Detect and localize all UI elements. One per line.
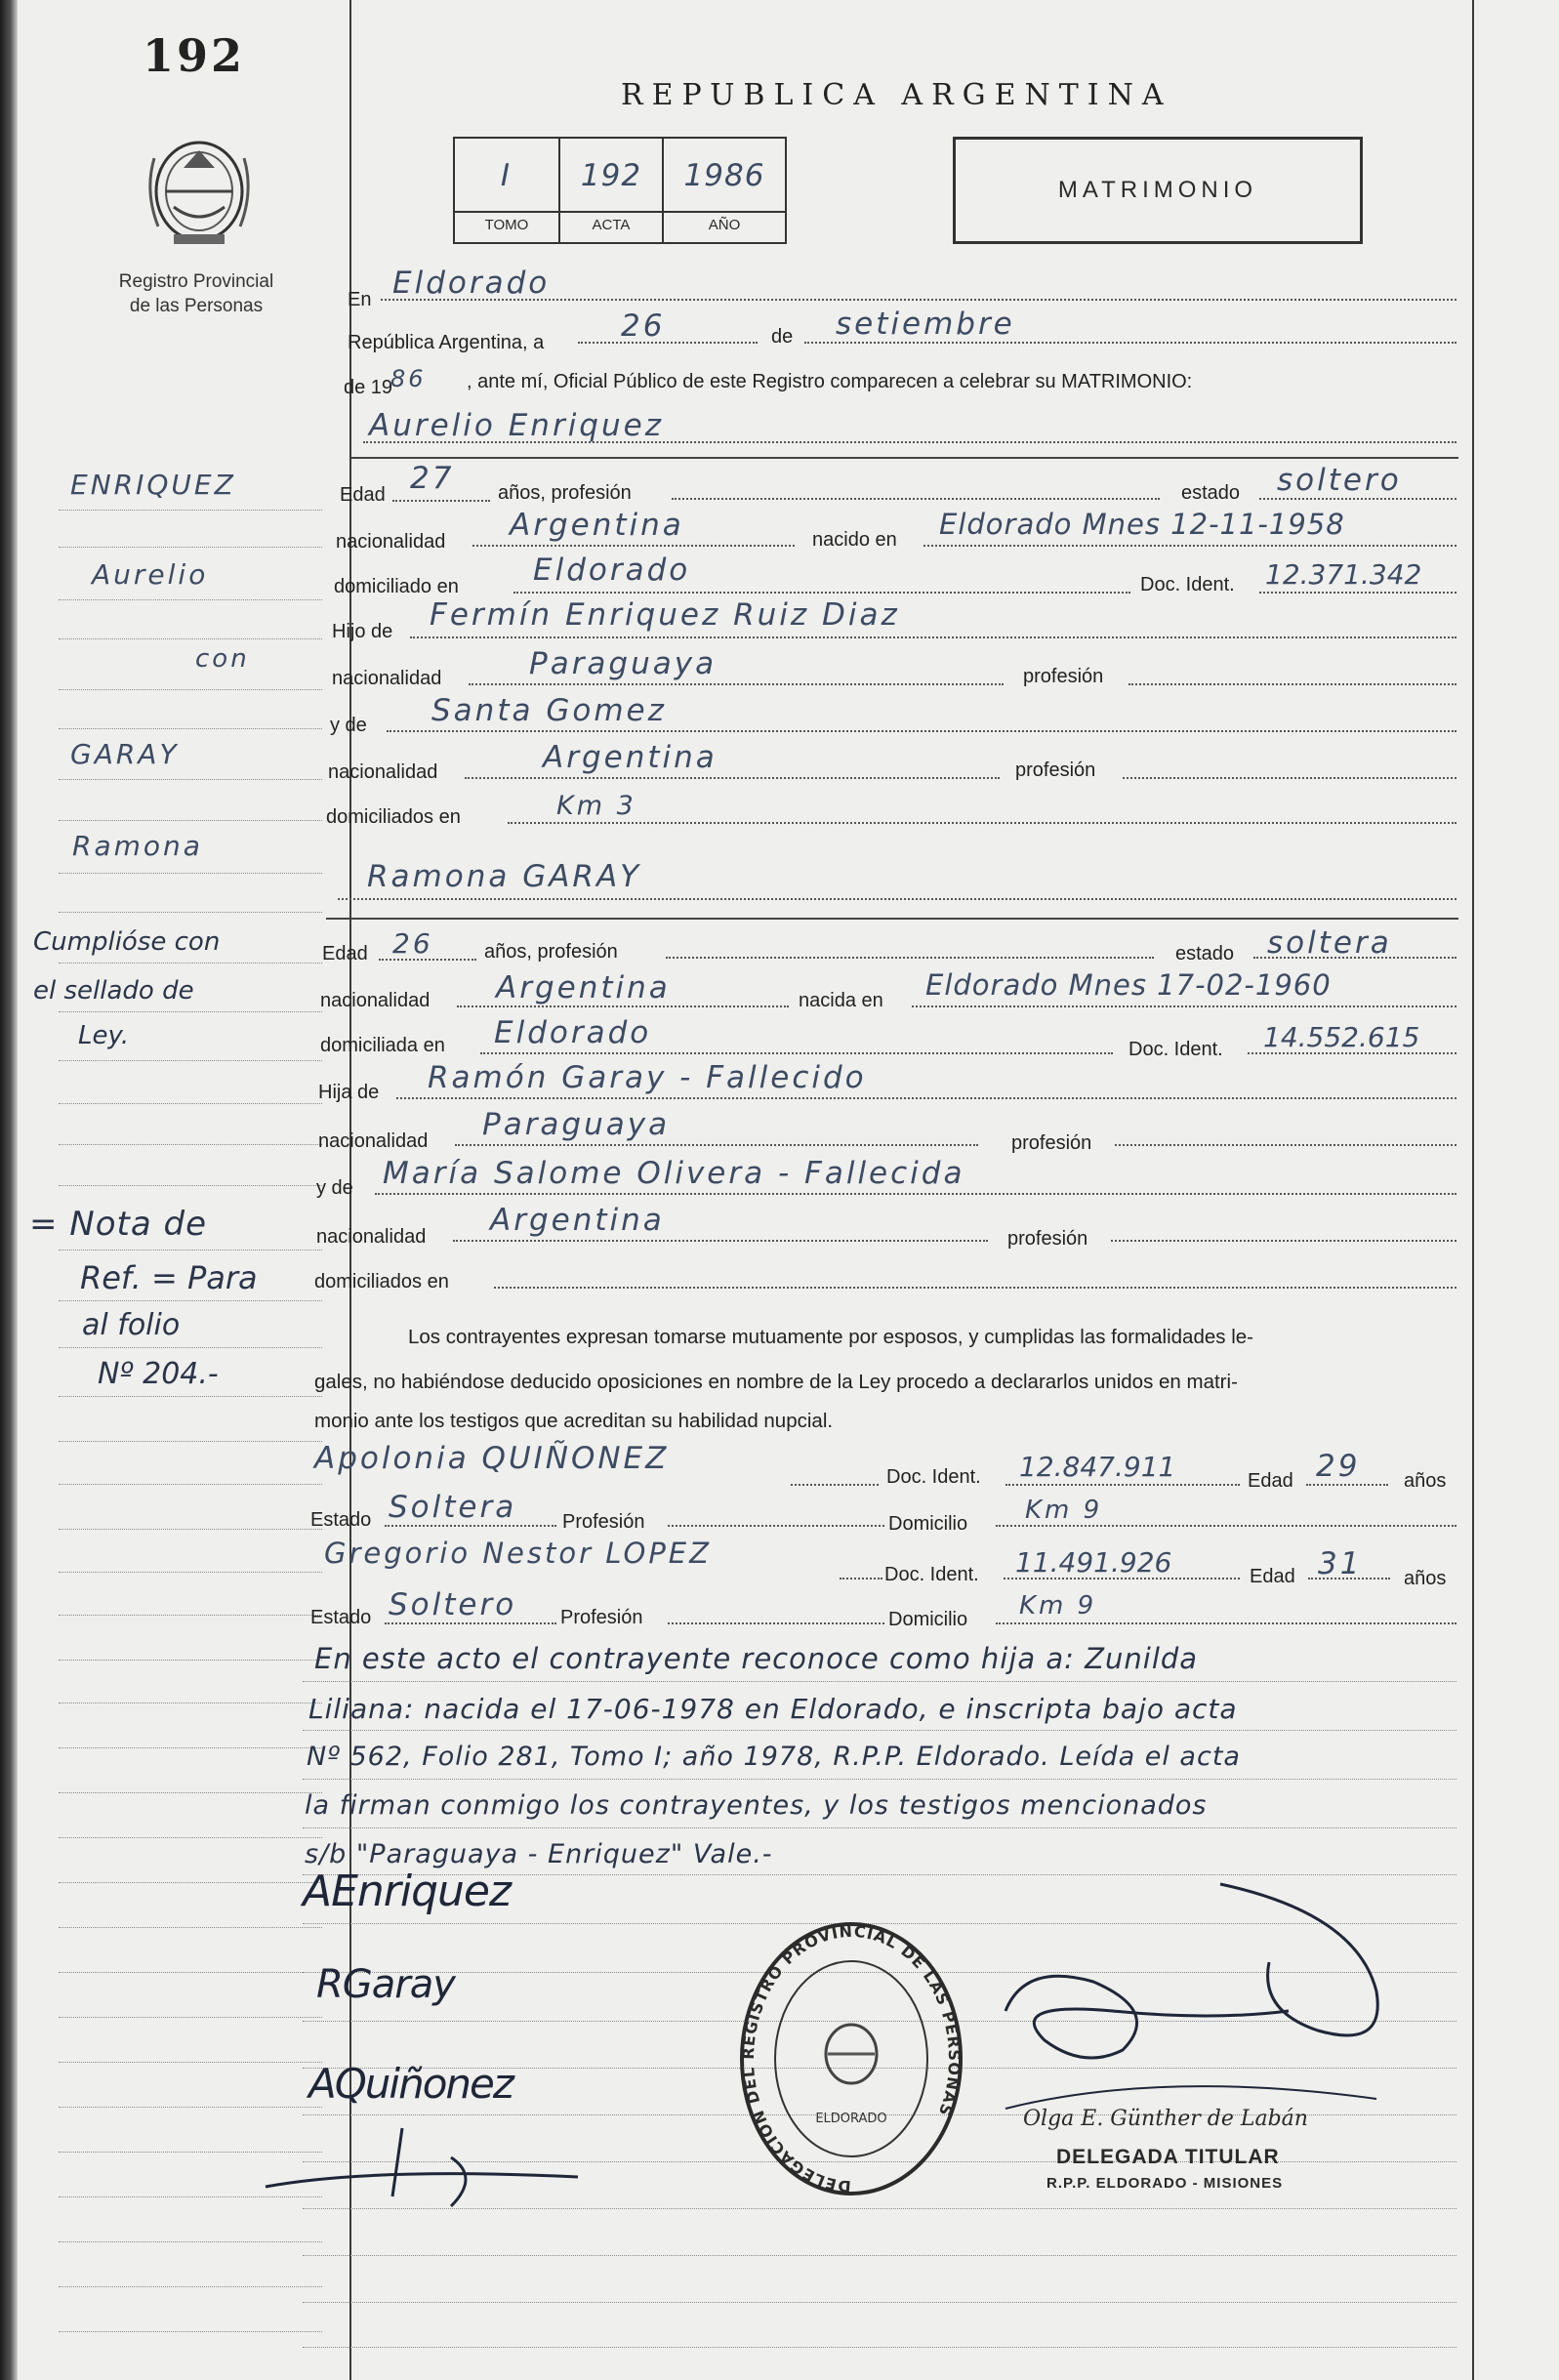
margin-nota-4: Nº 204.- bbox=[98, 1357, 219, 1391]
groom-doc: 12.371.342 bbox=[1265, 558, 1422, 591]
seal-text: DELEGACION DEL REGISTRO PROVINCIAL DE LAS PERSONAS bbox=[738, 1921, 964, 2196]
bride-nacida-label: nacida en bbox=[799, 990, 883, 1011]
bride-yde-label: y de bbox=[316, 1177, 353, 1199]
coat-of-arms-icon bbox=[144, 129, 254, 250]
witness-1-doc: 12.847.911 bbox=[1019, 1451, 1176, 1483]
margin-name-groom: Aurelio bbox=[92, 558, 209, 591]
groom-nac-label: nacionalidad bbox=[336, 531, 446, 553]
groom-father-nac-label: nacionalidad bbox=[332, 668, 442, 689]
republica-label: República Argentina, a bbox=[348, 332, 545, 353]
ano-label: AÑO bbox=[708, 217, 741, 233]
day-value: 26 bbox=[621, 308, 666, 344]
groom-mother: Santa Gomez bbox=[431, 693, 667, 728]
bride-estado: soltera bbox=[1267, 925, 1392, 961]
note-line-2: Liliana: nacida el 17-06-1978 en Eldorado, e inscripta bajo acta bbox=[308, 1693, 1238, 1725]
seal-center: ELDORADO bbox=[815, 2112, 887, 2126]
groom-profesion-label: años, profesión bbox=[498, 482, 632, 504]
registry-seal-icon bbox=[734, 1917, 968, 2200]
bride-profesion-label: años, profesión bbox=[484, 941, 618, 963]
bride-father-nac-label: nacionalidad bbox=[318, 1130, 429, 1152]
groom-doc-label: Doc. Ident. bbox=[1140, 574, 1235, 595]
bride-mother: María Salome Olivera - Fallecida bbox=[383, 1156, 965, 1191]
bride-nac-label: nacionalidad bbox=[320, 990, 431, 1011]
note-line-4: la firman conmigo los contrayentes, y los testigos mencionados bbox=[305, 1790, 1208, 1821]
witness-2-domicilio-label: Domicilio bbox=[888, 1609, 968, 1630]
witness-2-estado-label: Estado bbox=[310, 1607, 372, 1628]
en-label: En bbox=[348, 289, 372, 310]
note-line-3: Nº 562, Folio 281, Tomo I; año 1978, R.P.P. Eldorado. Leída el acta bbox=[307, 1742, 1241, 1772]
bride-father: Ramón Garay - Fallecido bbox=[428, 1060, 867, 1095]
groom-edad: 27 bbox=[410, 461, 455, 496]
groom-estado: soltero bbox=[1277, 463, 1402, 498]
witness-2-domicilio: Km 9 bbox=[1019, 1591, 1097, 1621]
groom-edad-label: Edad bbox=[340, 484, 386, 506]
groom-hijo-label: Hijo de bbox=[332, 621, 393, 642]
bride-father-prof-label: profesión bbox=[1011, 1132, 1092, 1154]
year-suffix: 86 bbox=[390, 365, 427, 392]
margin-nota-2: Ref. = Para bbox=[80, 1259, 258, 1296]
groom-dom: Eldorado bbox=[533, 553, 691, 588]
witness-1-name: Apolonia QUIÑONEZ bbox=[314, 1441, 670, 1476]
margin-nota-3: al folio bbox=[82, 1308, 181, 1342]
groom-domicil: Km 3 bbox=[556, 791, 636, 821]
margin-name-bride: Ramona bbox=[72, 830, 203, 862]
act-type-box: MATRIMONIO bbox=[953, 137, 1363, 244]
act-number-box bbox=[453, 137, 787, 244]
groom-dom-label: domiciliado en bbox=[334, 576, 459, 597]
groom-fullname: Aurelio Enriquez bbox=[369, 408, 664, 443]
bride-dom: Eldorado bbox=[494, 1015, 652, 1050]
witness-2-doc: 11.491.926 bbox=[1015, 1546, 1172, 1579]
groom-mother-nac-label: nacionalidad bbox=[328, 761, 438, 783]
groom-father-nac: Paraguaya bbox=[529, 646, 718, 681]
bride-mother-prof-label: profesión bbox=[1007, 1228, 1088, 1250]
month-value: setiembre bbox=[836, 307, 1015, 342]
official-title: DELEGADA TITULAR bbox=[1056, 2146, 1280, 2168]
witness-1-prof-label: Profesión bbox=[562, 1511, 645, 1533]
witness-1-doc-label: Doc. Ident. bbox=[886, 1466, 981, 1488]
year-label-post: , ante mí, Oficial Público de este Registro comparecen a celebrar su MATRIMONIO: bbox=[467, 371, 1193, 392]
signature-witness-1: AQuiñonez bbox=[308, 2060, 513, 2108]
margin-surname-groom: ENRIQUEZ bbox=[70, 469, 236, 501]
note-line-5: s/b "Paraguaya - Enriquez" Vale.- bbox=[305, 1839, 773, 1869]
bride-hija-label: Hija de bbox=[318, 1082, 380, 1103]
witness-2-estado: Soltero bbox=[389, 1587, 517, 1622]
groom-father: Fermín Enriquez Ruiz Diaz bbox=[430, 597, 900, 633]
witness-1-estado-label: Estado bbox=[310, 1509, 372, 1531]
margin-surname-bride: GARAY bbox=[70, 738, 180, 770]
witness-1-domicilio: Km 9 bbox=[1025, 1496, 1103, 1525]
folio-number: 192 bbox=[143, 29, 246, 82]
witness-2-doc-label: Doc. Ident. bbox=[884, 1564, 979, 1585]
right-border bbox=[1472, 0, 1474, 2380]
groom-nacido: Eldorado Mnes 12-11-1958 bbox=[939, 508, 1345, 541]
bride-mother-nac-label: nacionalidad bbox=[316, 1226, 427, 1248]
witness-2-prof-label: Profesión bbox=[560, 1607, 643, 1628]
witness-2-anos-label: años bbox=[1404, 1568, 1447, 1589]
tomo-label: TOMO bbox=[484, 217, 529, 233]
year-label-pre: de 19 bbox=[344, 377, 393, 398]
witness-1-edad: 29 bbox=[1316, 1449, 1361, 1484]
bride-dom-label: domiciliada en bbox=[320, 1035, 445, 1056]
bride-nacida: Eldorado Mnes 17-02-1960 bbox=[925, 968, 1332, 1002]
groom-yde-label: y de bbox=[330, 715, 367, 736]
bride-doc-label: Doc. Ident. bbox=[1128, 1039, 1223, 1060]
signature-groom: AEnriquez bbox=[303, 1867, 512, 1916]
groom-estado-label: estado bbox=[1181, 482, 1241, 504]
witness-1-edad-label: Edad bbox=[1248, 1470, 1293, 1492]
groom-mother-prof-label: profesión bbox=[1015, 759, 1096, 781]
bride-mother-nac: Argentina bbox=[490, 1203, 665, 1238]
witness-1-domicilio-label: Domicilio bbox=[888, 1513, 968, 1535]
tomo-value: I bbox=[500, 158, 513, 193]
witness-2-edad-label: Edad bbox=[1250, 1566, 1295, 1587]
country-title: REPUBLICA ARGENTINA bbox=[621, 78, 1172, 112]
statement-line-3: monio ante los testigos que acreditan su habilidad nupcial. bbox=[314, 1410, 834, 1432]
official-signature-flourish bbox=[966, 1874, 1396, 2138]
groom-nacido-label: nacido en bbox=[812, 529, 897, 551]
groom-nac: Argentina bbox=[510, 508, 684, 543]
official-name: Olga E. Günther de Labán bbox=[1023, 2107, 1308, 2131]
margin-nota-1: = Nota de bbox=[29, 1205, 208, 1244]
bride-fullname: Ramona GARAY bbox=[367, 859, 642, 894]
en-value: Eldorado bbox=[392, 266, 551, 301]
witness-1-anos-label: años bbox=[1404, 1470, 1447, 1492]
witness-2-edad: 31 bbox=[1318, 1546, 1363, 1581]
bride-domicil-label: domiciliados en bbox=[314, 1271, 449, 1293]
margin-con: con bbox=[195, 644, 250, 674]
bride-edad: 26 bbox=[392, 927, 433, 960]
bride-doc: 14.552.615 bbox=[1263, 1021, 1420, 1053]
statement-line-1: Los contrayentes expresan tomarse mutuamente por esposos, y cumplidas las formalidades le- bbox=[408, 1326, 1253, 1348]
bride-estado-label: estado bbox=[1175, 943, 1235, 964]
witness-2-name: Gregorio Nestor LOPEZ bbox=[324, 1537, 712, 1570]
de-label: de bbox=[771, 326, 794, 348]
ano-value: 1986 bbox=[683, 158, 765, 193]
margin-sellado-2: el sellado de bbox=[33, 976, 194, 1005]
official-office: R.P.P. ELDORADO - MISIONES bbox=[1046, 2175, 1284, 2192]
margin-sellado-3: Ley. bbox=[78, 1021, 130, 1050]
acta-value: 192 bbox=[580, 158, 642, 193]
registry-name: Registro Provincial de las Personas bbox=[118, 271, 274, 316]
signature-bride: RGaray bbox=[316, 1962, 455, 2007]
witness-1-estado: Soltera bbox=[389, 1490, 517, 1525]
signature-witness-2 bbox=[256, 2118, 588, 2216]
statement-line-2: gales, no habiéndose deducido oposiciones en nombre de la Ley procedo a declararlos unidos en matri- bbox=[314, 1371, 1238, 1393]
margin-sellado-1: Cumplióse con bbox=[33, 927, 221, 957]
groom-domicil-label: domiciliados en bbox=[326, 806, 461, 828]
groom-mother-nac: Argentina bbox=[543, 740, 718, 775]
acta-label: ACTA bbox=[592, 217, 631, 233]
groom-father-prof-label: profesión bbox=[1023, 666, 1104, 687]
bride-father-nac: Paraguaya bbox=[482, 1107, 671, 1142]
bride-edad-label: Edad bbox=[322, 943, 368, 964]
bride-nac: Argentina bbox=[496, 970, 671, 1005]
note-line-1: En este acto el contrayente reconoce como hija a: Zunilda bbox=[314, 1642, 1199, 1675]
book-binding-edge bbox=[0, 0, 18, 2380]
